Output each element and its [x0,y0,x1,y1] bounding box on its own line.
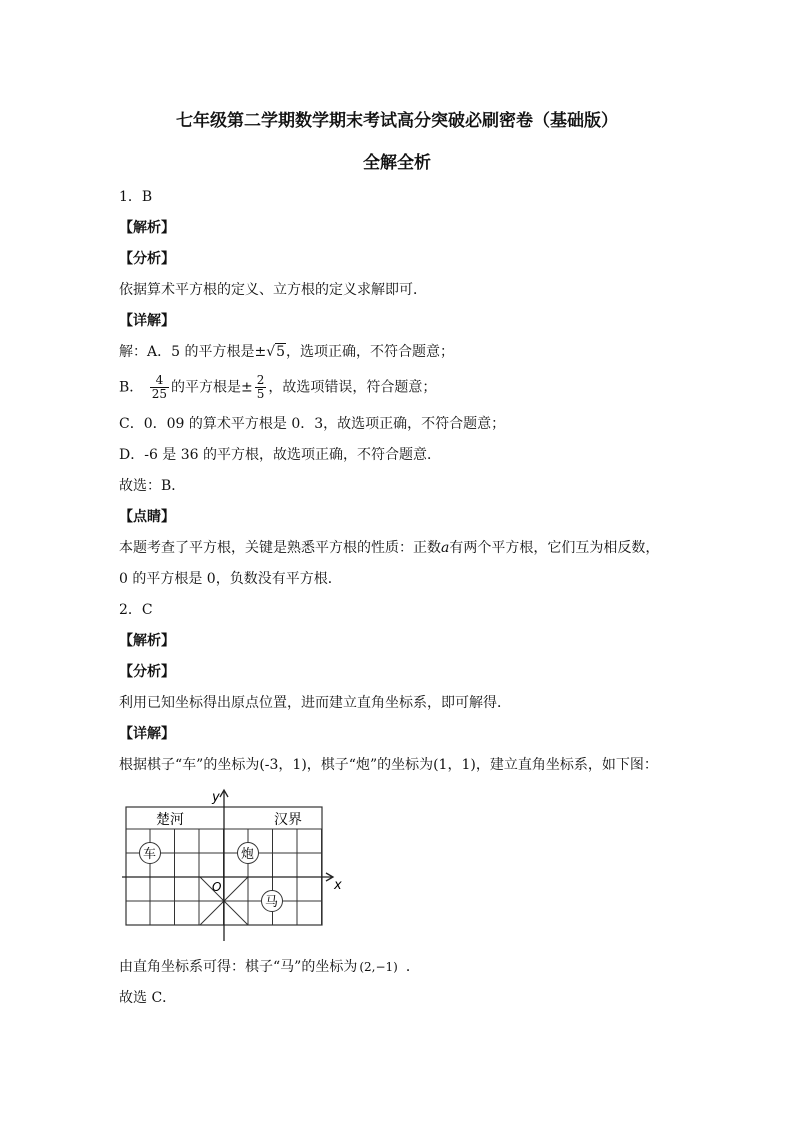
piece-che: 车 [143,847,157,862]
q2-detail-text: 根据棋子“车”的坐标为(-3，1)，棋子“炮”的坐标为(1，1)，建立直角坐标系，如下图： [119,757,658,773]
x-axis-label: x [334,878,342,893]
q1-dianjing-line2: 0 的平方根是 0，负数没有平方根． [119,571,342,587]
q1-option-a [119,343,454,361]
q2-result-pre: 由直角坐标系可得：棋子“马”的坐标为 [119,959,358,975]
fraction-2-5 [255,374,267,401]
piece-pao: 炮 [241,847,255,862]
q2-tag-jiexi: 【解析】 [119,633,175,649]
q1-option-a-post: ，选项正确，不符合题意； [286,344,455,360]
q2-fenxi-text: 利用已知坐标得出原点位置，进而建立直角坐标系，即可解得． [119,695,511,711]
origin-label: O [212,880,222,894]
q2-tag-xiangjie: 【详解】 [119,726,175,742]
q1-dianjing-line1 [119,539,659,557]
q1-option-a-pre: 解：A．5 的平方根是± [119,344,267,360]
q1-option-d: D．-6 是 36 的平方根，故选项正确，不符合题意． [119,447,442,463]
q1-option-b-pre: B． [119,379,144,396]
fraction-4-25 [150,374,169,401]
q1-option-b-post: ，故选项错误，符合题意； [268,379,437,396]
fraction-numerator: 4 [155,373,164,387]
q1-option-a-radicand: 5 [276,344,286,360]
fraction-numerator: 2 [256,373,265,387]
page-title: 七年级第二学期数学期末考试高分突破必刷密卷（基础版） [176,111,618,131]
piece-ma: 马 [265,895,279,910]
river-right-label: 汉界 [274,812,302,828]
q2-conclusion: 故选 C． [119,990,177,1006]
y-axis-label: y [212,790,220,805]
q2-result-coord: (2,−1) [359,960,398,974]
page-subtitle: 全解全析 [363,153,431,173]
fraction-denominator: 5 [256,387,265,401]
coordinate-figure [118,785,348,945]
fraction-denominator: 25 [151,387,168,401]
q2-tag-fenxi: 【分析】 [119,664,175,680]
river-left-label: 楚河 [156,812,184,828]
q2-result-post: ． [405,959,420,975]
sqrt-symbol: √5 [266,344,286,360]
q2-result [119,958,420,976]
q1-tag-dianjing: 【点睛】 [119,509,175,525]
q2-answer: 2．C [119,602,153,618]
q1-answer: 1．B [119,189,153,205]
q1-dianjing-post: 有两个平方根，它们互为相反数， [449,540,660,556]
q1-conclusion: 故选：B． [119,478,186,494]
q1-tag-xiangjie: 【详解】 [119,313,175,329]
q1-fenxi-text: 依据算术平方根的定义、立方根的定义求解即可． [119,282,427,298]
q1-dianjing-pre: 本题考查了平方根，关键是熟悉平方根的性质：正数 [119,540,441,556]
q1-option-c: C．0．09 的算术平方根是 0．3，故选项正确，不符合题意； [119,416,506,432]
q1-option-b [119,374,436,401]
q1-dianjing-var: a [441,540,450,556]
q1-tag-jiexi: 【解析】 [119,220,175,236]
q1-option-b-mid: 的平方根是± [171,379,253,396]
q1-tag-fenxi: 【分析】 [119,251,175,267]
